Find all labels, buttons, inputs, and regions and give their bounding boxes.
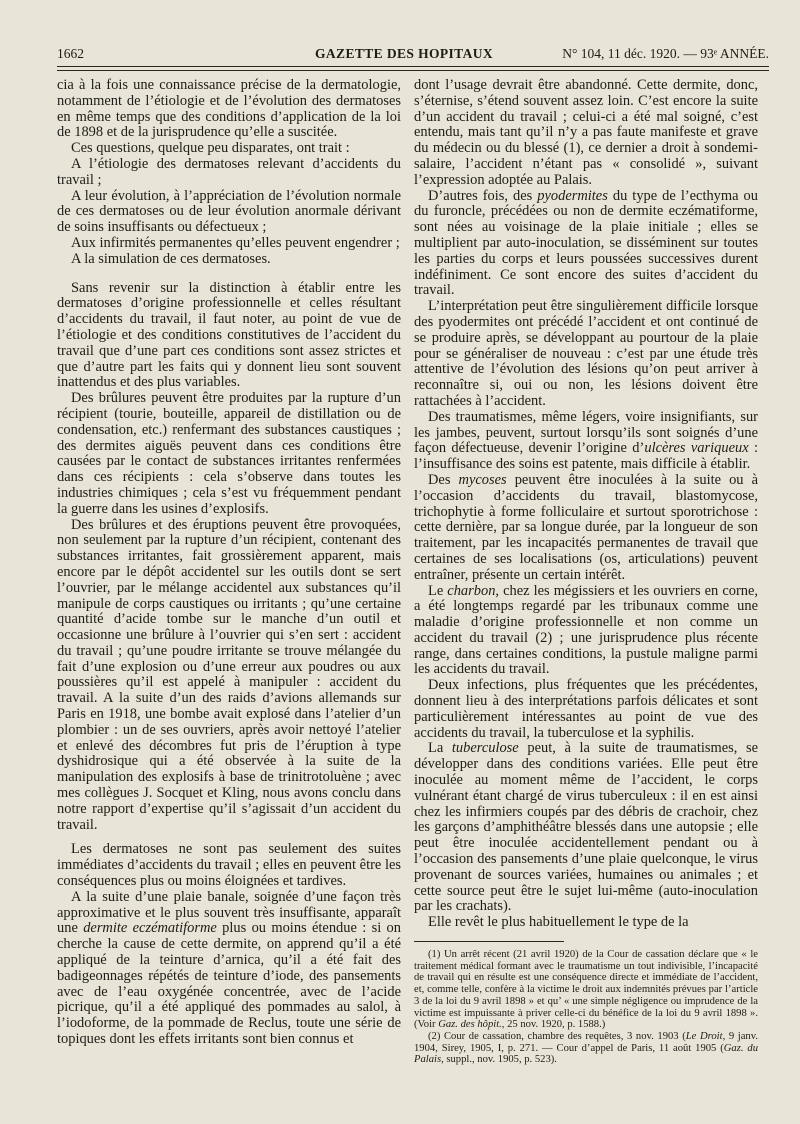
issue-info: N° 104, 11 déc. 1920. — 93ᵉ ANNÉE. [562, 46, 769, 61]
trauma-text-before: Des traumatismes, même légers, voire insignifiants, sur les jambes, peuvent, surtout lorsqu’ils sont soignés d’une façon défectueuse, devenir l’origine d’ [414, 408, 758, 457]
intro-paragraph: cia à la fois une connaissance précise de la dermatologie, notamment de l’étiologie et de l’évolution des dermatoses en même temps que des conditions d’application de la loi de 1898 et de la jurisprudence qu’elle a suscitée. [57, 77, 401, 141]
question-item: A la simulation de ces dermatoses. [71, 250, 271, 267]
paragraph-tuberculose [414, 741, 758, 915]
tub-text-before: La [428, 740, 452, 757]
footnote-2-text-middle: , 9 janv. 1904, Sirey, 1905, I, p. 271. — Cour d’appel de Paris, 11 août 1905 ( [414, 1030, 758, 1054]
myc-text-before: Des [428, 471, 459, 488]
pyo-term: pyodermites [537, 187, 608, 204]
pyo-text-after: du type de l’ecthyma ou du furoncle, précédées ou non de dermite eczématiforme, sont nées au voisinage de la plaie initiale ; elles se multiplient par auto-inoculation, se disséminent sur toutes les parties du corps et leurs poussées successives durent indéfiniment. Ce sont encore des suites d’accident du travail. [414, 187, 758, 299]
trauma-text-after: : l’insuffisance des soins est patente, mais difficile à établir. [414, 440, 758, 473]
plaie-text-after: plus ou moins étendue : si on cherche la cause de cette dermite, on apprend qu’il a été appliqué de la teinture d’arnica, qu’il a été fait des badigeonnages répétés de teinture d’iode, des pansements avec de l’eau oxygénée concentrée, avec de l’acide picrique, qu’il a été appliqué des pommades au salol, à l’iodoforme, de la pommade de Reclus, toute une série de topiques dont les effets irritants sont bien connus et [57, 920, 401, 1048]
paragraph-distinction: Sans revenir sur la distinction à établir entre les dermatoses d’origine professionnelle et celles résultant d’accidents du travail, il faut noter, au point de vue de l’étiologie et des conditions constitutives de l’accident du travail que d’une part ces conditions sont assez strictes et que d’autre part les faits qui y donnent lieu sont souvent inattendus et des plus variables. [57, 279, 401, 391]
page-number: 1662 [57, 46, 84, 61]
charbon-text-after: , chez les mégissiers et les ouvriers en corne, a été longtemps regardé par les tribunaux comme une maladie d’origine professionnelle et non comme un accident du travail (2) ; une jurisprudence plus récente range, dans certaines conditions, la pustule maligne parmi les accidents du travail. [414, 582, 758, 678]
journal-title: GAZETTE DES HOPITAUX [315, 46, 494, 61]
paragraph-charbon [414, 584, 758, 679]
paragraph-dermatoses: Les dermatoses ne sont pas seulement des suites immédiates d’accidents du travail ; elles en peuvent être les conséquences plus ou moins éloignées et tardives. [57, 841, 401, 890]
question-item: Aux infirmités permanentes qu’elles peuvent engendrer ; [71, 234, 400, 251]
questions-list [57, 141, 401, 267]
myc-text-after: peuvent être inoculées à la suite ou à l’occasion d’accidents du travail, blastomycose, trichophytie à forme folliculaire et surtout sporotrichose : cette dernière, par sa longue durée, par la longueur de son traitement, par les incapacités permanentes de travail que certaines de ses localisations (os, articulations) peuvent entraîner, présente un certain intérêt. [414, 471, 758, 583]
right-column [414, 78, 758, 1066]
footnote-2-text-before: (2) Cour de cassation, chambre des requêtes, 3 nov. 1903 ( [428, 1030, 686, 1042]
footnote-1-text-before: (1) Un arrêt récent (21 avril 1920) de la Cour de cassation déclare que « le traitement médical formant avec le traumatisme un tout indivisible, l’incapacité de travail qui en résulte est une conséquence directe et immédiate de l’accident, et, comme telle, confère à la victime le droit aux indemnités prévues par l’article 3 de la loi du 9 avril 1898 » et qu’ « une simple négligence ou imprudence de la victime est impuissante à priver celle-ci du bénéfice de la loi du 9 avril 1898 ». (Voir [414, 949, 758, 1031]
header-rule-top [57, 66, 769, 67]
paragraph-usage: dont l’usage devrait être abandonné. Cette dermite, donc, s’éternise, s’étend souvent assez loin. C’est encore la suite d’un accident du travail ; celui-ci a été mal soigné, c’est entendu, mais tant qu’il n’y a pas faute manifeste et grave du médecin ou du blessé (1), ce dernier a droit à sondemi-salaire, l’accident n’étant pas « consolidé », suivant l’expression adoptée au Palais. [414, 77, 758, 188]
tub-text-after: peut, à la suite de traumatismes, se développer dans des conditions variées. Elle peut être inoculée au moment même de l’accident, le corps vulnérant étant chargé de virus tuberculeux : il en est ainsi chez les infirmiers coupés par des débris de crachoir, chez les garçons d’amphithéâtre blessés dans une autopsie ; elle peut être inoculée accidentellement pendant ou à l’occasion des pansements d’une plaie quelconque, le virus provenant de sources variées, humaines ou animales ; et cette source peut être le sujet lui-même (auto-inoculation par les crachats). [414, 740, 758, 915]
paragraph-pyodermites [414, 189, 758, 300]
paragraph-traumatismes [414, 410, 758, 473]
paragraph-brulures: Des brûlures peuvent être produites par la rupture d’un récipient (tourie, bouteille, appareil de distillation ou de condensation, etc.) renfermant des substances caustiques ; des dermites aiguës peuvent dans ces conditions être causées par le contact de substances irritantes renfermées dans ces récipients : cela s’observe dans toutes les industries chimiques ; cela s’est vu fréquemment pendant la guerre dans les usines d’explosifs. [57, 390, 401, 517]
paragraph-infections: Deux infections, plus fréquentes que les précédentes, donnent lieu à des interprétations parfois délicates et sont particulièrement intéressantes au point de vue des accidents du travail, la tuberculose et la syphilis. [414, 677, 758, 741]
question-item: A leur évolution, à l’appréciation de l’évolution normale de ces dermatoses ou de leur évolution anormale dérivant de soins insuffisants ou défectueux ; [57, 187, 401, 236]
footnote-2-text-after: , suppl., nov. 1905, p. 523). [441, 1054, 557, 1066]
left-column [57, 78, 401, 1048]
myc-term: mycoses [458, 471, 507, 488]
paragraph-mycoses [414, 473, 758, 584]
footnote-2-source-1: Le Droit [685, 1030, 723, 1042]
paragraph-interpretation: L’interprétation peut être singulièrement difficile lorsque des pyodermites ont précédé l’accident et ont continué de se produire après, se développant au pourtour de la plaie pour se généraliser de nouveau : c’est par une étude très attentive de l’évolution des lésions qu’on peut arriver à reconnaître si, oui ou non, les lésions doivent être rattachées à l’accident. [414, 298, 758, 409]
plaie-term: dermite eczématiforme [83, 920, 217, 937]
paragraph-eruptions: Des brûlures et des éruptions peuvent être provoquées, non seulement par la rupture d’un récipient, contenant des substances irritantes, fait grossièrement apparent, mais encore par le dépôt accidentel sur les outils dont se sert l’ouvrier, par le mélange accidentel aux substances qu’il manipule de corps caustiques ou irritants ; qu’une certaine quantité d’acide tombe sur le manche d’un outil et occasionne une brûlure à l’ouvrier qui s’en sert : accident du travail ; qu’une poudre irritante se trouve mélangée du fait d’une explosion ou d’une erreur aux poudres ou aux poussières qu’il est appelé à manipuler : accident du travail. A la suite d’un des raids d’avions allemands sur Paris en 1918, une bombe avait explosé dans l’atelier d’un plombier : un de ses ouvriers, après avoir nettoyé l’atelier et enlevé des décombres fut pris de l’éruption à type dyshidrosique qui a été observée à la suite de la manipulation des explosifs à base de trinitrotoluène ; avec mes collègues J. Socquet et Kling, nous avons conclu dans notre rapport d’expertise qu’il s’agissait d’un accident du travail. [57, 516, 401, 833]
charbon-text-before: Le [428, 582, 448, 599]
footnote-1-source: Gaz. des hôpit. [438, 1019, 502, 1031]
paragraph-plaie [57, 890, 401, 1048]
pyo-text-before: D’autres fois, des [428, 187, 538, 204]
header-rule-bottom [57, 70, 769, 71]
footnote-rule [414, 941, 564, 942]
plaie-text-before: A la suite d’une plaie banale, soignée d’une façon très approximative et le plus souvent très insuffisante, apparaît une [57, 888, 401, 937]
footnote-2-source-2: Gaz. du Palais [414, 1042, 758, 1066]
trauma-term: ulcères variqueux [644, 440, 749, 457]
paragraph-type: Elle revêt le plus habituellement le type de la [428, 914, 689, 931]
tub-term: tuberculose [451, 740, 519, 757]
footnote-1 [414, 949, 758, 1031]
footnote-2 [414, 1031, 758, 1066]
questions-intro: Ces questions, quelque peu disparates, ont trait : [71, 140, 350, 157]
question-item: A l’étiologie des dermatoses relevant d’accidents du travail ; [57, 155, 401, 188]
footnote-1-text-after: , 25 nov. 1920, p. 1588.) [501, 1019, 606, 1031]
charbon-term: charbon [447, 582, 496, 599]
footnotes [414, 949, 758, 1066]
